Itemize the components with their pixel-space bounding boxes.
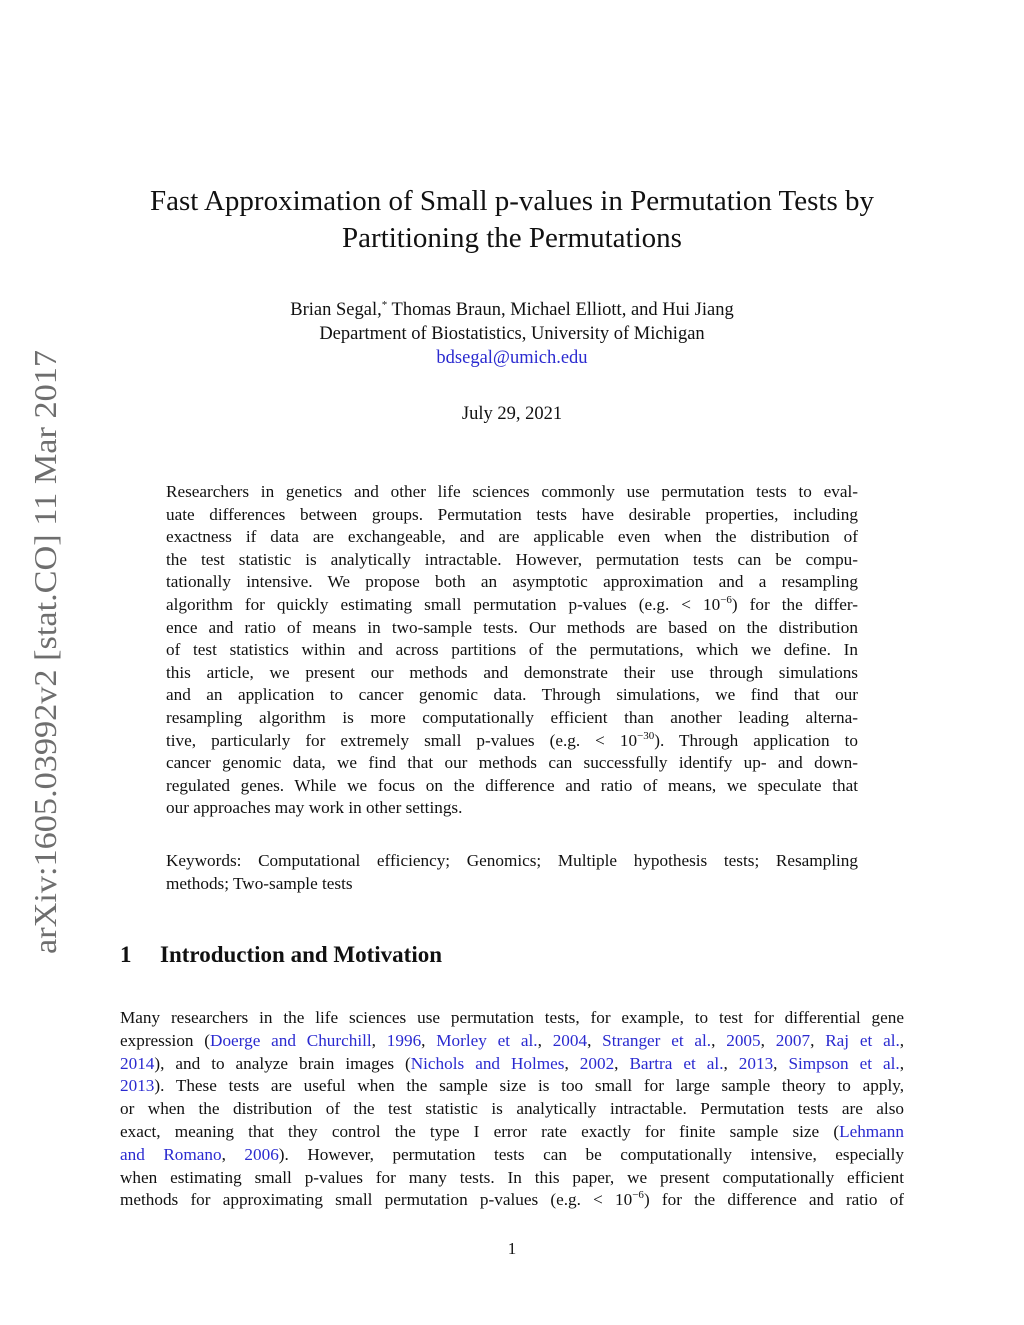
citation-link[interactable]: 2014 — [120, 1053, 155, 1073]
intro-text: ). These tests are useful when the sample size is too small for large sample theory to apply, — [154, 1076, 904, 1096]
intro-text: , — [773, 1053, 789, 1073]
intro-text: exact, meaning that they control the type I error rate exactly for finite sample size ( — [120, 1121, 840, 1141]
citation-link[interactable]: 2006 — [244, 1144, 279, 1164]
citation-link[interactable]: 2013 — [738, 1053, 774, 1073]
intro-text: , — [760, 1030, 776, 1050]
citation-link[interactable]: Raj et al. — [825, 1030, 900, 1050]
intro-text: , — [221, 1144, 245, 1164]
abstract-line: regulated genes. While we focus on the difference and ratio of means, we speculate that — [166, 775, 858, 795]
abstract-line: this article, we present our methods and demonstrate their use through simulations — [166, 662, 858, 682]
intro-line — [120, 1030, 904, 1053]
title-line-1: Fast Approximation of Small p-values in Permutation Tests by — [150, 185, 874, 217]
intro-text: or when the distribution of the test statistic is analytically intractable. Permutation tests are also — [120, 1099, 904, 1119]
abstract-line: exactness if data are exchangeable, and are applicable even when the distribution of — [166, 527, 858, 547]
citation-link[interactable]: Simpson et al. — [788, 1053, 900, 1073]
intro-text: , — [723, 1053, 739, 1073]
arxiv-id-text: arXiv:1605.03992v2 [stat.CO] 11 Mar 2017 — [27, 389, 63, 954]
abstract-line: and an application to cancer genomic data. Through simulations, we find that our — [166, 685, 858, 705]
intro-text: , — [587, 1030, 603, 1050]
author-email-link[interactable]: bdsegal@umich.edu — [436, 348, 588, 368]
abstract-line: resampling algorithm is more computationally efficient than another leading alterna- — [166, 707, 858, 727]
exponent: −6 — [720, 593, 732, 606]
author-block — [110, 298, 914, 370]
citation-link[interactable]: Stranger et al. — [602, 1030, 712, 1050]
intro-text: when estimating small p-values for many tests. In this paper, we present computationally efficient — [120, 1167, 904, 1187]
abstract-line: tationally intensive. We propose both an asymptotic approximation and a resampling — [166, 572, 858, 592]
citation-link[interactable]: Lehmann — [839, 1121, 904, 1141]
citation-link[interactable]: and Romano — [120, 1144, 222, 1164]
intro-text: Many researchers in the life sciences use permutation tests, for example, to test for differential gene — [120, 1008, 904, 1027]
keywords-line: methods; Two-sample tests — [166, 873, 353, 893]
intro-text: ) for the difference and ratio of — [643, 1190, 904, 1210]
abstract-line: uate differences between groups. Permutation tests have desirable properties, including — [166, 504, 858, 524]
citation-link[interactable]: 2004 — [552, 1030, 588, 1050]
section-title: Introduction and Motivation — [160, 942, 443, 967]
citation-link[interactable]: 2002 — [579, 1053, 615, 1073]
citation-link[interactable]: Doerge and Churchill — [210, 1030, 372, 1050]
intro-text: ). However, permutation tests can be computationally intensive, especially — [278, 1144, 905, 1164]
abstract-text: algorithm for quickly estimating small permutation p-values (e.g. < 10 — [166, 594, 721, 614]
author-footnote-mark: * — [381, 299, 388, 311]
section-heading — [120, 942, 442, 968]
citation-link[interactable]: Morley et al. — [436, 1030, 538, 1050]
intro-text: , — [810, 1030, 826, 1050]
abstract-line: cancer genomic data, we find that our methods can successfully identify up- and down- — [166, 753, 858, 773]
exponent: −30 — [637, 729, 655, 742]
intro-text: , — [564, 1053, 580, 1073]
arxiv-identifier-stamp — [12, 346, 72, 958]
intro-line — [120, 1189, 904, 1212]
abstract — [166, 481, 858, 820]
intro-text: , — [371, 1030, 387, 1050]
paper-title — [110, 183, 914, 257]
intro-text: , — [421, 1030, 437, 1050]
section-number: 1 — [120, 942, 132, 967]
abstract-line — [166, 594, 858, 617]
intro-line — [120, 1144, 904, 1167]
author-names: Brian Segal,* Thomas Braun, Michael Elliott, and Hui Jiang — [290, 299, 734, 320]
intro-text: , — [899, 1030, 905, 1050]
intro-line — [120, 1098, 904, 1121]
abstract-line: ence and ratio of means in two-sample tests. Our methods are based on the distribution — [166, 617, 858, 637]
page-number: 1 — [507, 1239, 517, 1258]
introduction-paragraph — [120, 1007, 904, 1212]
citation-link[interactable]: Nichols and Holmes — [410, 1053, 565, 1073]
intro-line — [120, 1007, 904, 1030]
keywords-line: Keywords: Computational efficiency; Genomics; Multiple hypothesis tests; Resampling — [166, 851, 858, 870]
citation-link[interactable]: 2005 — [726, 1030, 761, 1050]
intro-line — [120, 1121, 904, 1144]
intro-text: expression ( — [120, 1030, 211, 1050]
abstract-line — [166, 730, 858, 753]
abstract-text: tive, particularly for extremely small p-values (e.g. < 10 — [166, 730, 638, 750]
intro-text: , — [614, 1053, 630, 1073]
keywords — [166, 850, 858, 895]
abstract-line: our approaches may work in other settings. — [166, 798, 463, 818]
citation-link[interactable]: 2007 — [775, 1030, 811, 1050]
abstract-text: ) for the differ- — [731, 594, 858, 614]
title-line-2: Partitioning the Permutations — [342, 222, 682, 254]
citation-link[interactable]: 1996 — [386, 1030, 422, 1050]
intro-text: methods for approximating small permutation p-values (e.g. < 10 — [120, 1190, 633, 1210]
intro-text: , — [711, 1030, 727, 1050]
exponent: −6 — [632, 1189, 644, 1202]
intro-line — [120, 1053, 904, 1076]
intro-line — [120, 1167, 904, 1190]
paper-date: July 29, 2021 — [461, 404, 563, 424]
intro-text: , — [899, 1053, 905, 1073]
abstract-line: Researchers in genetics and other life sciences commonly use permutation tests to eval- — [166, 482, 858, 501]
intro-line — [120, 1075, 904, 1098]
intro-text: , — [537, 1030, 553, 1050]
citation-link[interactable]: 2013 — [120, 1076, 155, 1096]
abstract-line: the test statistic is analytically intractable. However, permutation tests can be compu- — [166, 549, 858, 569]
abstract-line: of test statistics within and across partitions of the permutations, which we define. In — [166, 640, 858, 660]
citation-link[interactable]: Bartra et al. — [629, 1053, 724, 1073]
abstract-text: ). Through application to — [654, 730, 858, 750]
author-affiliation: Department of Biostatistics, University of Michigan — [319, 324, 705, 344]
intro-text: ), and to analyze brain images ( — [154, 1053, 411, 1073]
